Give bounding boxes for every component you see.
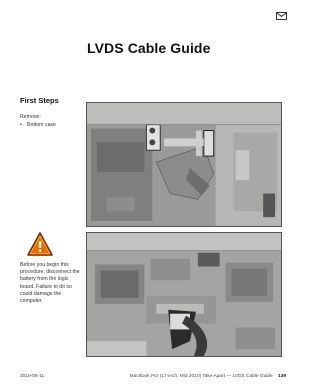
footer-doc-info xyxy=(130,374,286,379)
remove-item-text: Bottom case xyxy=(27,122,56,128)
warning-text: Before you begin this procedure, disconnect the battery from the logic board. Failure to do so could damage the computer. xyxy=(20,262,80,305)
footer-date: 2010-06-11 xyxy=(20,374,45,379)
page-title: LVDS Cable Guide xyxy=(87,40,211,56)
first-steps-heading: First Steps xyxy=(20,96,59,105)
remove-list-item xyxy=(20,122,56,128)
remove-label: Remove: xyxy=(20,114,41,120)
footer-doc-title: MacBook Pro (17-inch, Mid 2010) Take Apart — LVDS Cable Guide xyxy=(129,374,273,379)
page-number: 139 xyxy=(277,374,286,379)
logic-board-photo-1 xyxy=(86,102,282,227)
warning-triangle-icon xyxy=(27,232,53,256)
mail-icon[interactable] xyxy=(276,12,287,20)
bullet-icon: • xyxy=(20,122,22,128)
logic-board-photo-2 xyxy=(86,232,282,357)
